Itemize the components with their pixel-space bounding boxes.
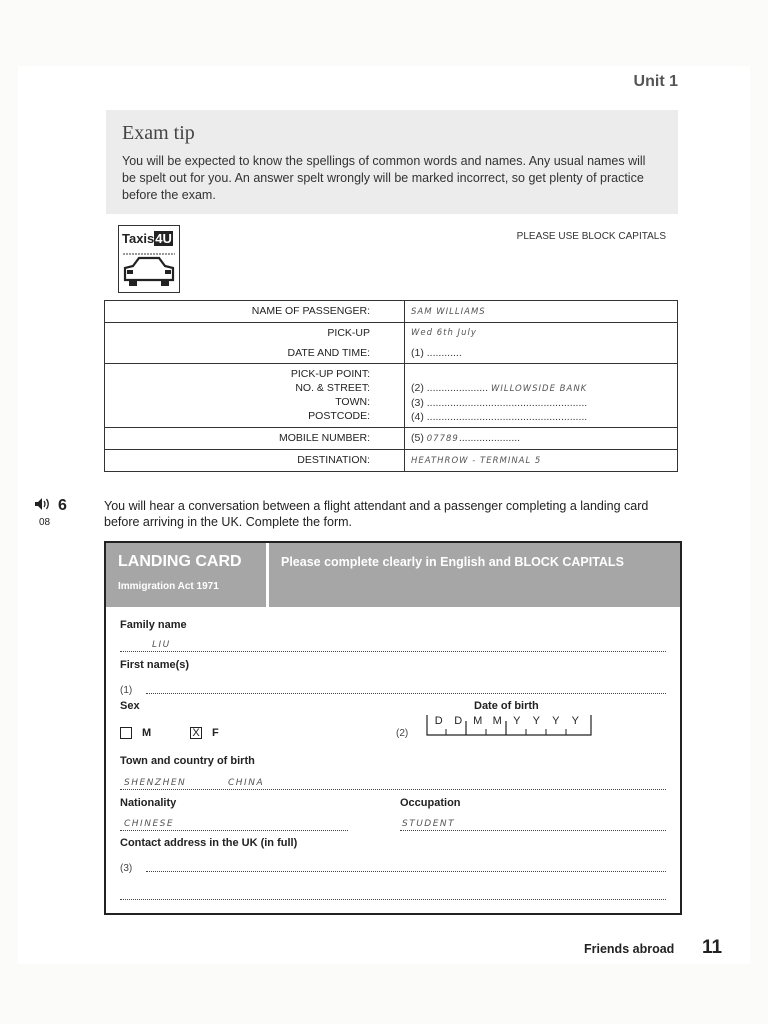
nationality-value: CHINESE	[124, 819, 175, 829]
answer-number-3: (3)	[120, 863, 133, 874]
sex-m-checkbox[interactable]	[120, 727, 132, 739]
answer-number-1: (1)	[120, 685, 133, 696]
passenger-name-value: SAM WILLIAMS	[405, 301, 678, 323]
mobile-number-label: MOBILE NUMBER:	[105, 428, 405, 450]
country-value: CHINA	[228, 778, 265, 788]
footer-title: Friends abroad	[584, 942, 675, 956]
dob-boxes	[426, 713, 592, 737]
taxi-booking-form	[104, 300, 678, 472]
occupation-line	[400, 830, 666, 831]
table-row	[105, 364, 678, 428]
exam-tip-box	[106, 110, 678, 214]
nationality-label: Nationality	[120, 797, 177, 809]
landing-card-header	[106, 543, 266, 607]
answer-3-field[interactable]: (3) .......................................................	[411, 397, 588, 409]
dob-letter: Y	[571, 715, 579, 727]
dob-letter: D	[454, 715, 463, 727]
unit-label: Unit 1	[633, 73, 678, 90]
answer-1-field[interactable]: (1) ............	[411, 347, 462, 359]
table-row	[105, 301, 678, 323]
town-country-label: Town and country of birth	[120, 755, 255, 767]
dob-letter: Y	[552, 715, 560, 727]
dob-letter: Y	[513, 715, 521, 727]
first-names-label: First name(s)	[120, 659, 190, 671]
dob-letter: M	[492, 715, 502, 727]
sex-label: Sex	[120, 700, 140, 712]
landing-card	[104, 541, 682, 915]
exercise-number: 6	[34, 497, 67, 515]
audio-track-number: 08	[39, 517, 51, 528]
sex-f-checkbox[interactable]: X	[190, 727, 202, 739]
taxi-logo-text: Taxis4U	[122, 231, 172, 246]
family-name-line	[120, 651, 666, 652]
family-name-label: Family name	[120, 619, 187, 631]
pickup-point-label: PICK-UP POINT: NO. & STREET: TOWN: POSTCODE:	[105, 364, 405, 428]
destination-label: DESTINATION:	[105, 450, 405, 472]
taxi-logo	[118, 225, 180, 293]
destination-value: HEATHROW - TERMINAL 5	[405, 450, 678, 472]
answer-5-field[interactable]: (5) 07789.....................	[405, 428, 678, 450]
pickup-date-value: Wed 6th July (1) ............	[405, 323, 678, 364]
nationality-line	[120, 830, 348, 831]
passenger-name-label: NAME OF PASSENGER:	[105, 301, 405, 323]
dob-letter: M	[473, 715, 483, 727]
table-row	[105, 450, 678, 472]
sex-f-label: F	[212, 727, 219, 739]
pickup-date-label: PICK-UP DATE AND TIME:	[105, 323, 405, 364]
exercise-instruction: You will hear a conversation between a flight attendant and a passenger completing a landing card before arriving in the UK. Complete the form.	[104, 499, 649, 529]
occupation-label: Occupation	[400, 797, 461, 809]
occupation-value: STUDENT	[402, 819, 456, 829]
address-field-line-2[interactable]	[120, 899, 666, 900]
address-field[interactable]	[146, 871, 666, 872]
table-row	[105, 428, 678, 450]
answer-2-field[interactable]: (2) ..................... WILLOWSIDE BANK	[411, 382, 588, 394]
car-icon	[121, 252, 177, 290]
family-name-value: LIU	[152, 640, 171, 650]
exam-tip-title: Exam tip	[122, 122, 195, 144]
page-number: 11	[702, 937, 723, 958]
landing-card-subtitle: Immigration Act 1971	[118, 581, 219, 592]
first-names-field[interactable]	[146, 693, 666, 694]
landing-card-note: Please complete clearly in English and BLOCK CAPITALS	[281, 555, 624, 569]
answer-4-field[interactable]: (4) .......................................................	[411, 411, 588, 423]
sex-m-label: M	[142, 727, 152, 739]
dob-letter: Y	[532, 715, 540, 727]
dob-label: Date of birth	[474, 700, 539, 712]
dob-letter: D	[434, 715, 443, 727]
answer-number-2: (2)	[396, 728, 409, 739]
speaker-icon[interactable]	[34, 497, 52, 511]
address-label: Contact address in the UK (in full)	[120, 837, 298, 849]
landing-card-title: LANDING CARD	[118, 553, 242, 570]
pickup-point-value	[405, 364, 678, 428]
town-value: SHENZHEN	[124, 778, 187, 788]
table-row	[105, 323, 678, 364]
exam-tip-text: You will be expected to know the spellings of common words and names. Any usual names will be spelt out for you. An answer spelt wrongly will be marked incorrect, so get plenty of practice before the exam.	[122, 154, 646, 202]
block-capitals-note: PLEASE USE BLOCK CAPITALS	[516, 231, 666, 242]
landing-card-note-header	[269, 543, 680, 607]
town-country-line	[120, 789, 666, 790]
